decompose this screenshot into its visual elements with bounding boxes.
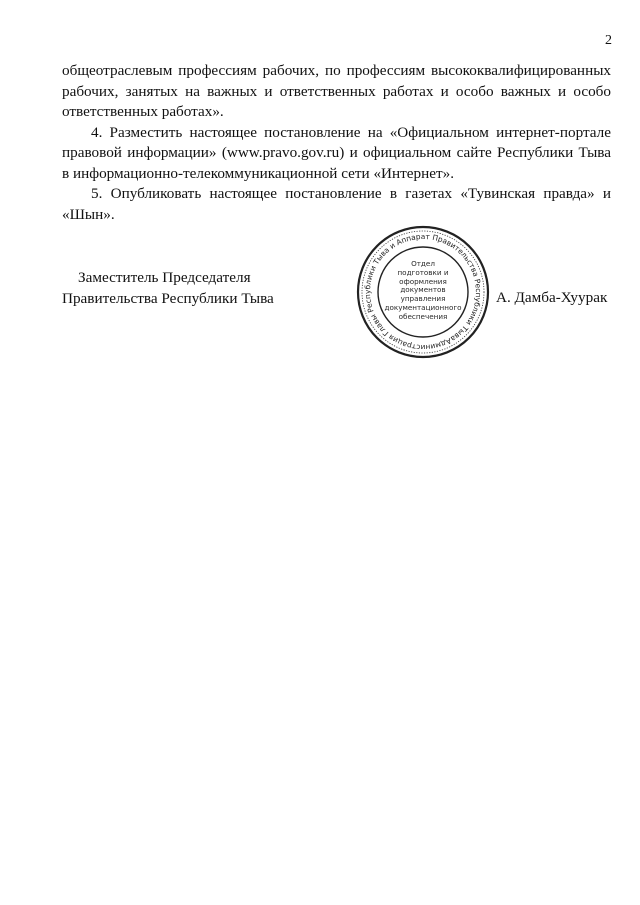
paragraph-continuation: общеотраслевым профессиям рабочих, по профессиям высококвалифицированных рабочих, занятых на важных и ответственных работах и особо важных и особо ответственных работах». [62,62,611,120]
signatory-position-line-1: Заместитель Председателя [78,269,251,286]
stamp-center-line: Отдел [411,259,435,268]
signatory-position-line-2: Правительства Республики Тыва [62,289,274,307]
stamp-center-line: подготовки и [397,267,449,277]
stamp-center-line: оформления документов [399,276,447,295]
page-number: 2 [605,33,612,48]
stamp-ring-text: Администрация Главы Республики Тыва и Аппарат Правительства Республики Тыва [362,231,484,353]
signatory-name: А. Дамба-Хуурак [496,289,608,306]
document-body [62,61,611,225]
stamp-center-line: документационного [384,302,462,312]
signatory-position [62,268,302,309]
paragraph-item-5: 5. Опубликовать настоящее постановление в газетах «Тувинская правда» и «Шын». [62,185,611,223]
stamp-center-line: обеспечения [398,311,448,321]
paragraph-item-4: 4. Разместить настоящее постановление на «Официальном интернет-портале правовой информации» (www.pravo.gov.ru) и официальном сайте Республики Тыва в информационно-телекоммуникационной сети «Интернет». [62,123,611,182]
stamp-center-text [383,260,463,322]
stamp-center-line: управления [400,294,446,304]
